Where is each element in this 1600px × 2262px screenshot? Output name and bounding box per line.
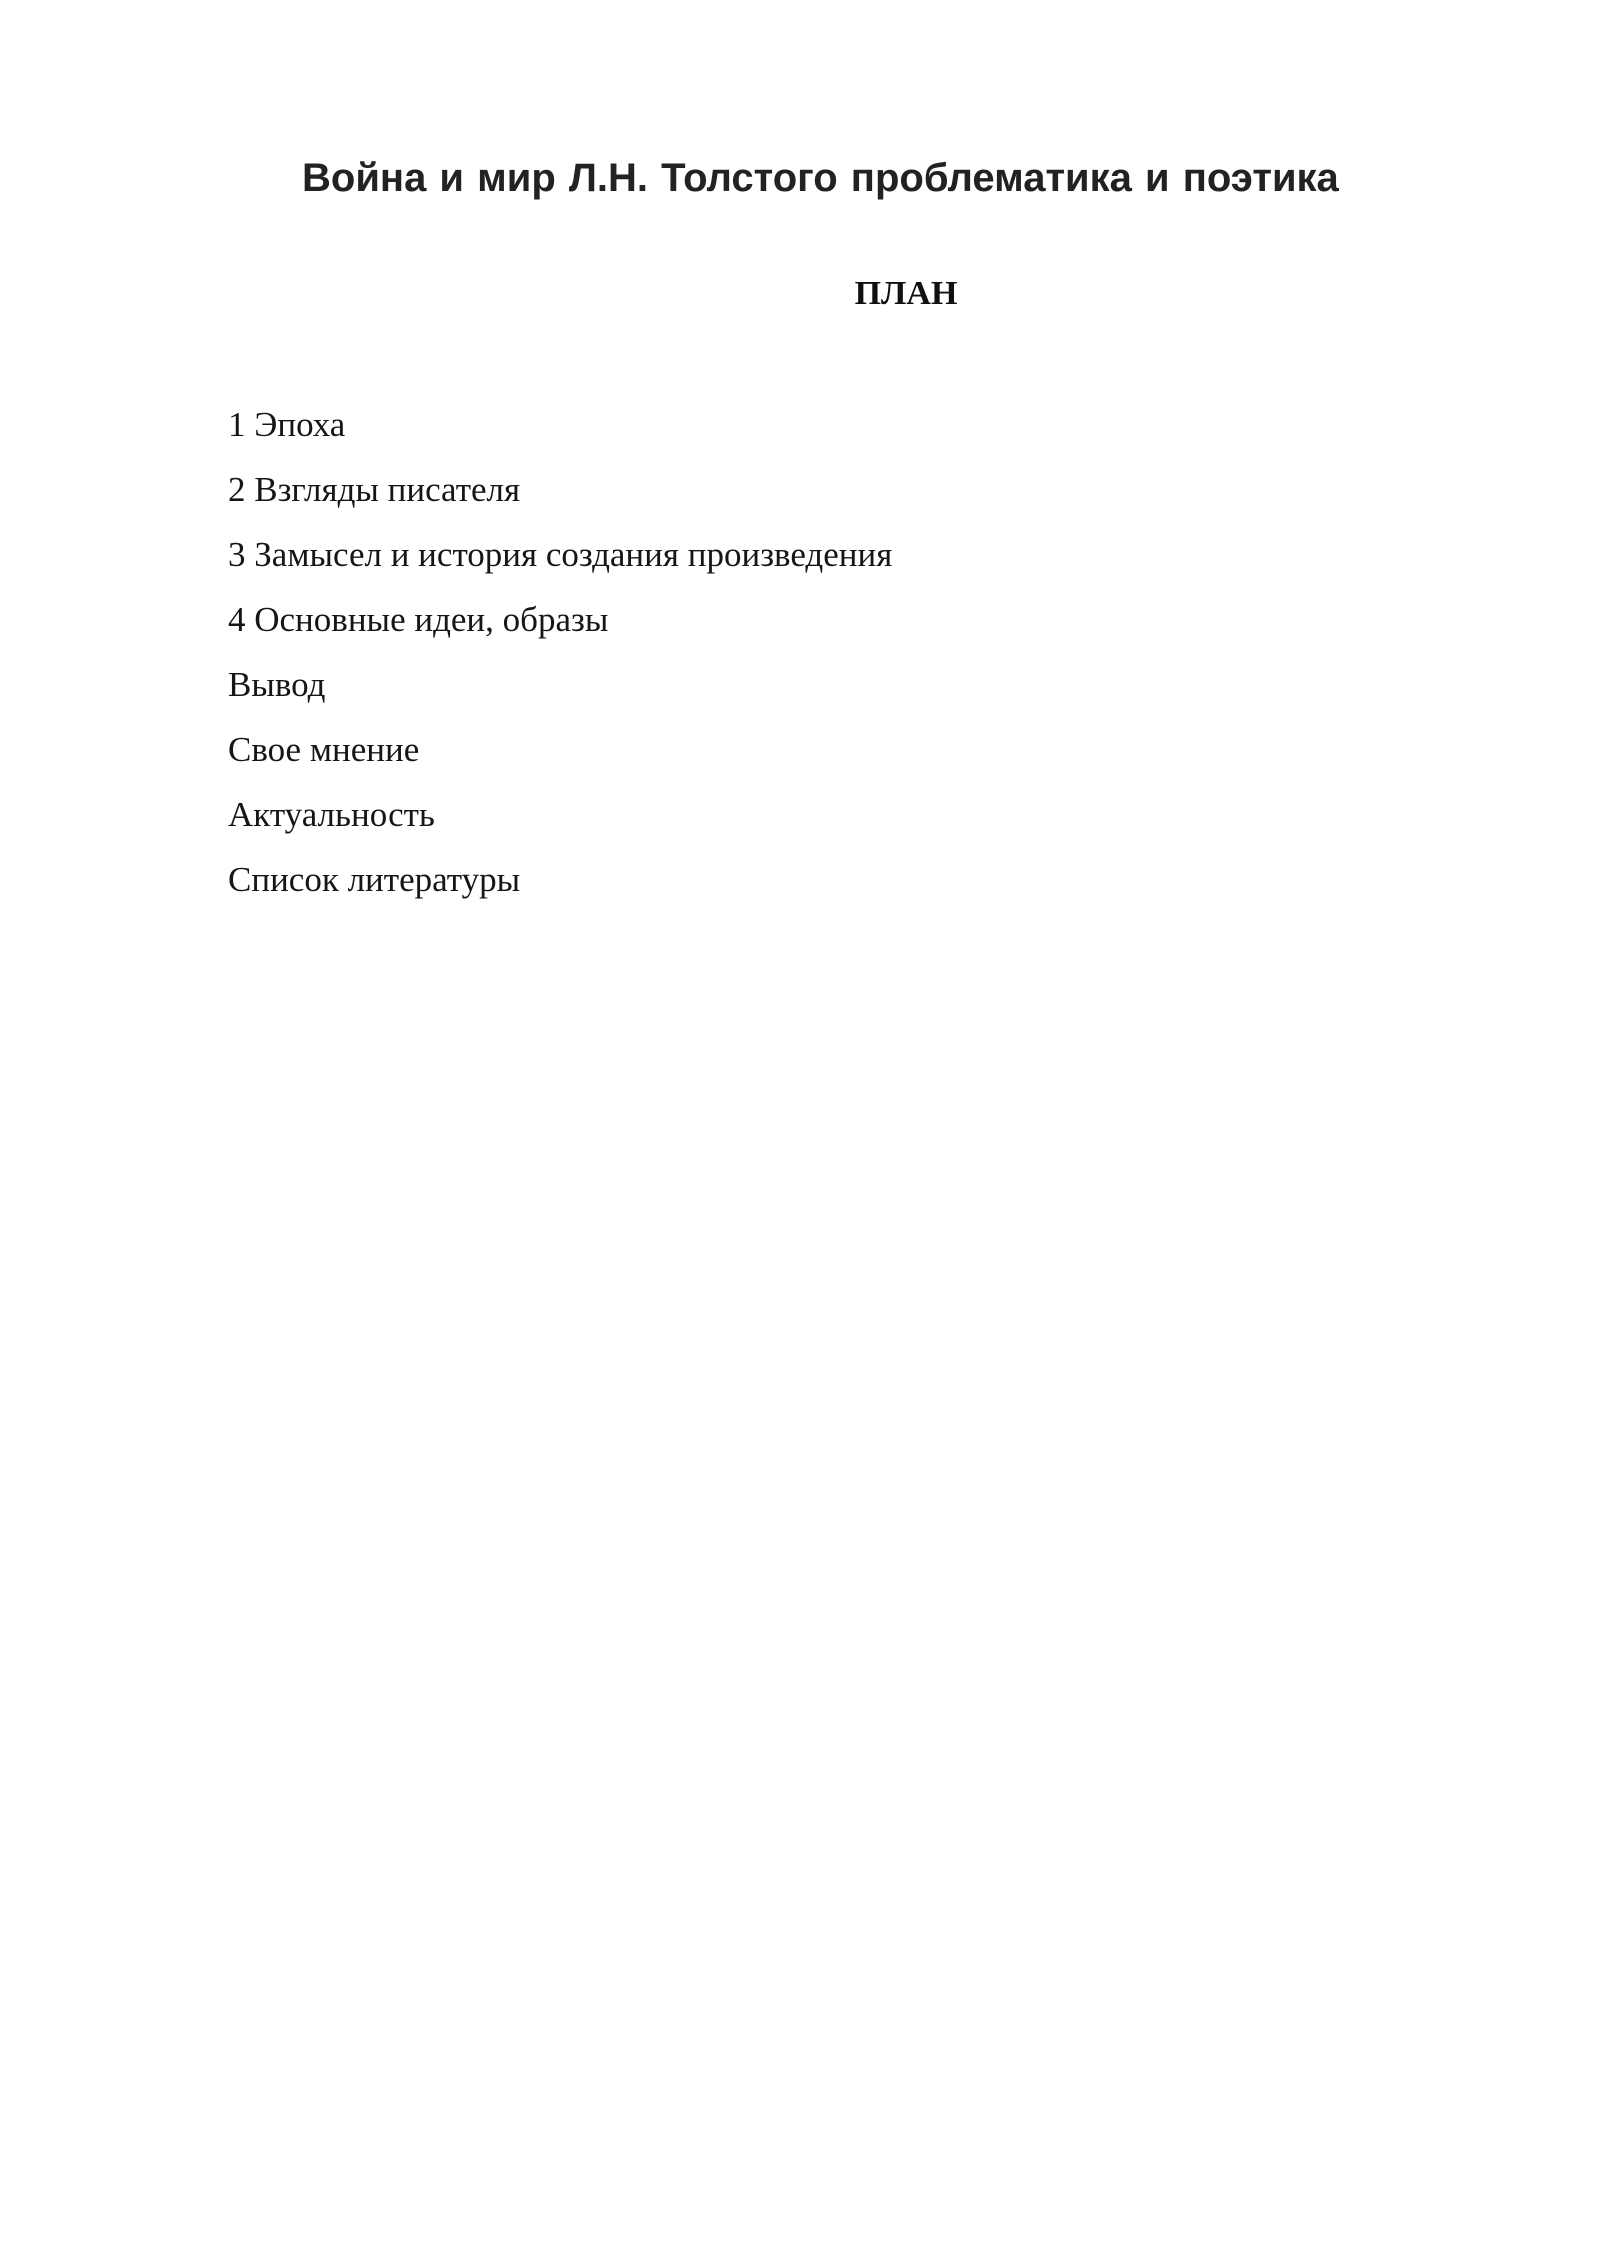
plan-item-bibliography: Список литературы — [228, 860, 521, 899]
plan-item-main-ideas: 4 Основные идеи, образы — [228, 600, 609, 639]
plan-list — [228, 400, 1328, 920]
plan-item-concept-history: 3 Замысел и история создания произведения — [228, 535, 893, 574]
document-title: Война и мир Л.Н. Толстого проблематика и поэтика — [302, 156, 1339, 200]
plan-item-conclusion: Вывод — [228, 665, 326, 704]
plan-heading: ПЛАН — [854, 275, 958, 312]
plan-item-relevance: Актуальность — [228, 795, 435, 834]
plan-item-author-views: 2 Взгляды писателя — [228, 470, 521, 509]
plan-item-epoch: 1 Эпоха — [228, 405, 346, 444]
plan-item-own-opinion: Свое мнение — [228, 730, 420, 769]
